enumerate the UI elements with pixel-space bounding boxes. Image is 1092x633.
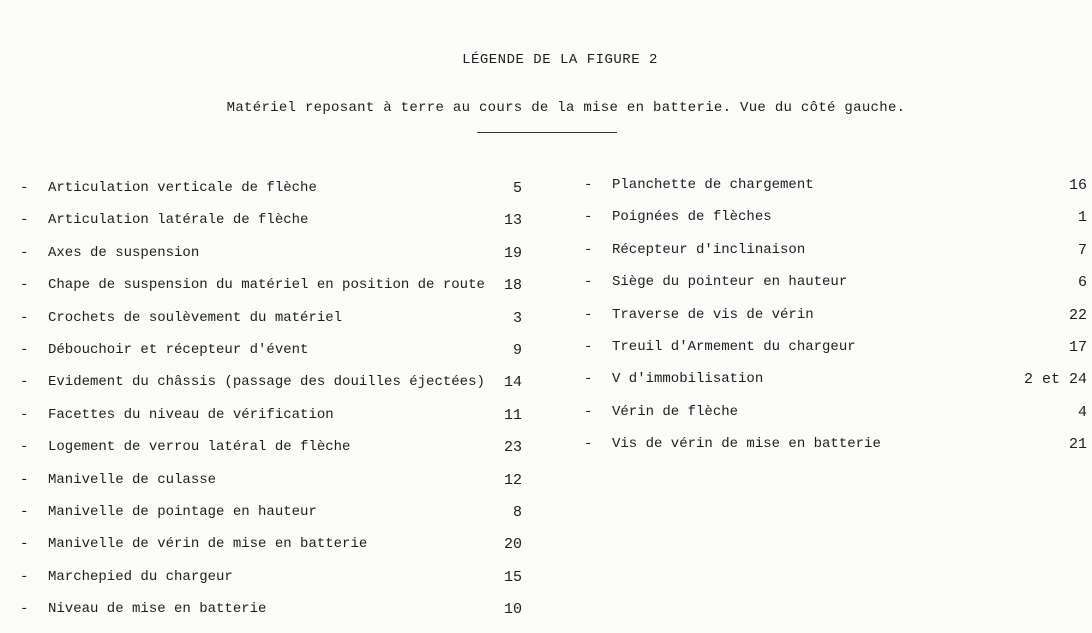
legend-dash: - bbox=[20, 536, 29, 553]
legend-item bbox=[584, 404, 1089, 436]
legend-ref-number: 1 bbox=[1077, 209, 1087, 227]
legend-item bbox=[20, 536, 530, 568]
legend-label: Axes de suspension bbox=[48, 244, 200, 261]
legend-ref-number: 22 bbox=[1068, 306, 1087, 324]
legend-ref-number: 16 bbox=[1068, 177, 1087, 194]
legend-dash: - bbox=[20, 180, 29, 196]
legend-item bbox=[584, 371, 1089, 403]
legend-item bbox=[20, 310, 530, 342]
legend-ref-number: 12 bbox=[503, 471, 522, 489]
title-divider bbox=[477, 132, 617, 133]
legend-item bbox=[20, 569, 530, 601]
legend-label: Articulation latérale de flèche bbox=[48, 212, 309, 229]
legend-label: Traverse de vis de vérin bbox=[612, 306, 814, 323]
legend-dash: - bbox=[20, 406, 29, 423]
legend-dash: - bbox=[584, 209, 593, 226]
legend-label: Manivelle de vérin de mise en batterie bbox=[48, 536, 368, 553]
legend-dash: - bbox=[584, 403, 593, 420]
legend-ref-number: 4 bbox=[1077, 403, 1087, 421]
legend-ref-number: 14 bbox=[503, 374, 522, 392]
legend-dash: - bbox=[584, 274, 593, 291]
legend-item bbox=[584, 242, 1089, 274]
legend-item bbox=[584, 307, 1089, 339]
page-title: LÉGENDE DE LA FIGURE 2 bbox=[462, 52, 658, 68]
legend-ref-number: 2 et 24 bbox=[1023, 371, 1087, 389]
legend-item bbox=[584, 177, 1089, 209]
legend-label: Manivelle de pointage en hauteur bbox=[48, 503, 317, 520]
legend-item bbox=[584, 209, 1089, 241]
legend-label: Manivelle de culasse bbox=[48, 471, 217, 488]
legend-ref-number: 10 bbox=[503, 601, 522, 619]
legend-item bbox=[20, 212, 530, 244]
legend-label: Logement de verrou latéral de flèche bbox=[48, 439, 351, 456]
legend-list-left bbox=[20, 180, 530, 633]
legend-ref-number: 8 bbox=[512, 503, 522, 521]
legend-dash: - bbox=[20, 341, 29, 358]
legend-dash: - bbox=[20, 471, 29, 488]
legend-ref-number: 23 bbox=[503, 439, 522, 457]
legend-item bbox=[20, 342, 530, 374]
legend-ref-number: 5 bbox=[512, 180, 522, 197]
legend-item bbox=[584, 274, 1089, 306]
legend-label: Chape de suspension du matériel en position de route bbox=[48, 277, 485, 294]
legend-label: Vérin de flèche bbox=[612, 403, 739, 420]
legend-dash: - bbox=[584, 177, 593, 193]
legend-ref-number: 13 bbox=[503, 212, 522, 230]
legend-ref-number: 6 bbox=[1077, 274, 1087, 292]
legend-ref-number: 18 bbox=[503, 277, 522, 295]
legend-ref-number: 19 bbox=[503, 244, 522, 262]
legend-label: Poignées de flèches bbox=[612, 209, 772, 226]
legend-ref-number: 9 bbox=[512, 341, 522, 359]
legend-dash: - bbox=[584, 371, 593, 388]
legend-item bbox=[20, 472, 530, 504]
legend-label: Siège du pointeur en hauteur bbox=[612, 274, 848, 291]
legend-label: Articulation verticale de flèche bbox=[48, 180, 317, 196]
legend-item bbox=[584, 436, 1089, 468]
legend-item bbox=[584, 339, 1089, 371]
legend-dash: - bbox=[584, 338, 593, 355]
legend-list-right bbox=[584, 177, 1089, 469]
legend-item bbox=[20, 374, 530, 406]
legend-item bbox=[20, 180, 530, 212]
legend-item bbox=[20, 245, 530, 277]
legend-item bbox=[20, 504, 530, 536]
legend-ref-number: 15 bbox=[503, 568, 522, 586]
legend-dash: - bbox=[20, 568, 29, 585]
legend-ref-number: 21 bbox=[1068, 436, 1087, 454]
legend-dash: - bbox=[20, 503, 29, 520]
legend-dash: - bbox=[20, 277, 29, 294]
legend-item bbox=[20, 601, 530, 633]
legend-label: Crochets de soulèvement du matériel bbox=[48, 309, 343, 326]
legend-dash: - bbox=[20, 601, 29, 618]
legend-item bbox=[20, 277, 530, 309]
legend-dash: - bbox=[20, 309, 29, 326]
legend-label: Récepteur d'inclinaison bbox=[612, 241, 806, 258]
legend-item bbox=[20, 407, 530, 439]
legend-dash: - bbox=[584, 436, 593, 453]
legend-label: Evidement du châssis (passage des douilles éjectées) bbox=[48, 374, 485, 391]
legend-ref-number: 7 bbox=[1077, 241, 1087, 259]
legend-ref-number: 20 bbox=[503, 536, 522, 554]
legend-ref-number: 11 bbox=[503, 406, 522, 424]
legend-dash: - bbox=[584, 241, 593, 258]
legend-label: Vis de vérin de mise en batterie bbox=[612, 436, 881, 453]
legend-ref-number: 17 bbox=[1068, 338, 1087, 356]
legend-dash: - bbox=[20, 374, 29, 391]
legend-item bbox=[20, 439, 530, 471]
legend-label: V d'immobilisation bbox=[612, 371, 764, 388]
page-subtitle: Matériel reposant à terre au cours de la mise en batterie. Vue du côté gauche. bbox=[226, 100, 906, 116]
legend-label: Niveau de mise en batterie bbox=[48, 601, 267, 618]
legend-dash: - bbox=[20, 212, 29, 229]
legend-dash: - bbox=[584, 306, 593, 323]
legend-ref-number: 3 bbox=[512, 309, 522, 327]
legend-dash: - bbox=[20, 244, 29, 261]
legend-label: Débouchoir et récepteur d'évent bbox=[48, 341, 309, 358]
legend-label: Facettes du niveau de vérification bbox=[48, 406, 334, 423]
legend-dash: - bbox=[20, 439, 29, 456]
legend-label: Planchette de chargement bbox=[612, 177, 814, 193]
legend-label: Marchepied du chargeur bbox=[48, 568, 233, 585]
legend-label: Treuil d'Armement du chargeur bbox=[612, 338, 856, 355]
